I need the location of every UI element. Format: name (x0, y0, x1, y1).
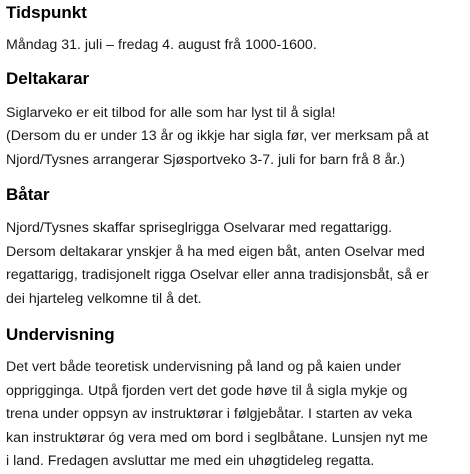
section-heading: Tidspunkt (6, 3, 87, 22)
paragraph-line: regattarigg, tradisjonelt rigga Oselvar eller anna tradisjonsbåt, så er (6, 267, 429, 283)
section-tidspunkt (6, 0, 470, 58)
section-paragraph (6, 102, 470, 173)
paragraph-line: dei hjarteleg velkomne til å det. (6, 290, 202, 307)
section-paragraph (6, 34, 470, 58)
paragraph-line: Siglarveko er eit tilbod for alle som har lyst til å sigla! (6, 104, 336, 121)
paragraph-line: Njord/Tysnes skaffar spriseglrigga Oselvarar med regattarigg. (6, 220, 393, 236)
section-undervisning (6, 325, 470, 474)
paragraph-line: trena under oppsyn av instruktørar i følgjebåtar. I starten av veka (6, 406, 413, 422)
section-heading: Båtar (6, 185, 50, 204)
paragraph-line: kan instruktørar óg vera med om bord i seglbåtane. Lunsjen nyt me (6, 429, 428, 446)
paragraph-line: Det vert både teoretisk undervisning på land og på kaien under (6, 359, 402, 375)
paragraph-line: (Dersom du er under 13 år og ikkje har sigla før, ver merksam på at (6, 128, 429, 144)
section-deltakarar (6, 69, 470, 173)
paragraph-line: opprigginga. Utpå fjorden vert det gode høve til å sigla mykje og (6, 382, 408, 399)
section-heading: Undervisning (6, 325, 115, 344)
section-heading: Deltakarar (6, 68, 90, 88)
paragraph-line: i land. Fredagen avsluttar me med ein uhøgtideleg regatta. (6, 453, 375, 469)
section-paragraph (6, 217, 470, 311)
section-batar (6, 185, 470, 311)
paragraph-line: Dersom deltakarar ynskjer å ha med eigen båt, anten Oselvar med (6, 243, 425, 260)
paragraph-line: Njord/Tysnes arrangerar Sjøsportveko 3-7. juli for barn frå 8 år.) (6, 151, 405, 168)
paragraph-line: Måndag 31. juli – fredag 4. august frå 1000-1600. (6, 37, 317, 53)
section-paragraph (6, 356, 470, 474)
